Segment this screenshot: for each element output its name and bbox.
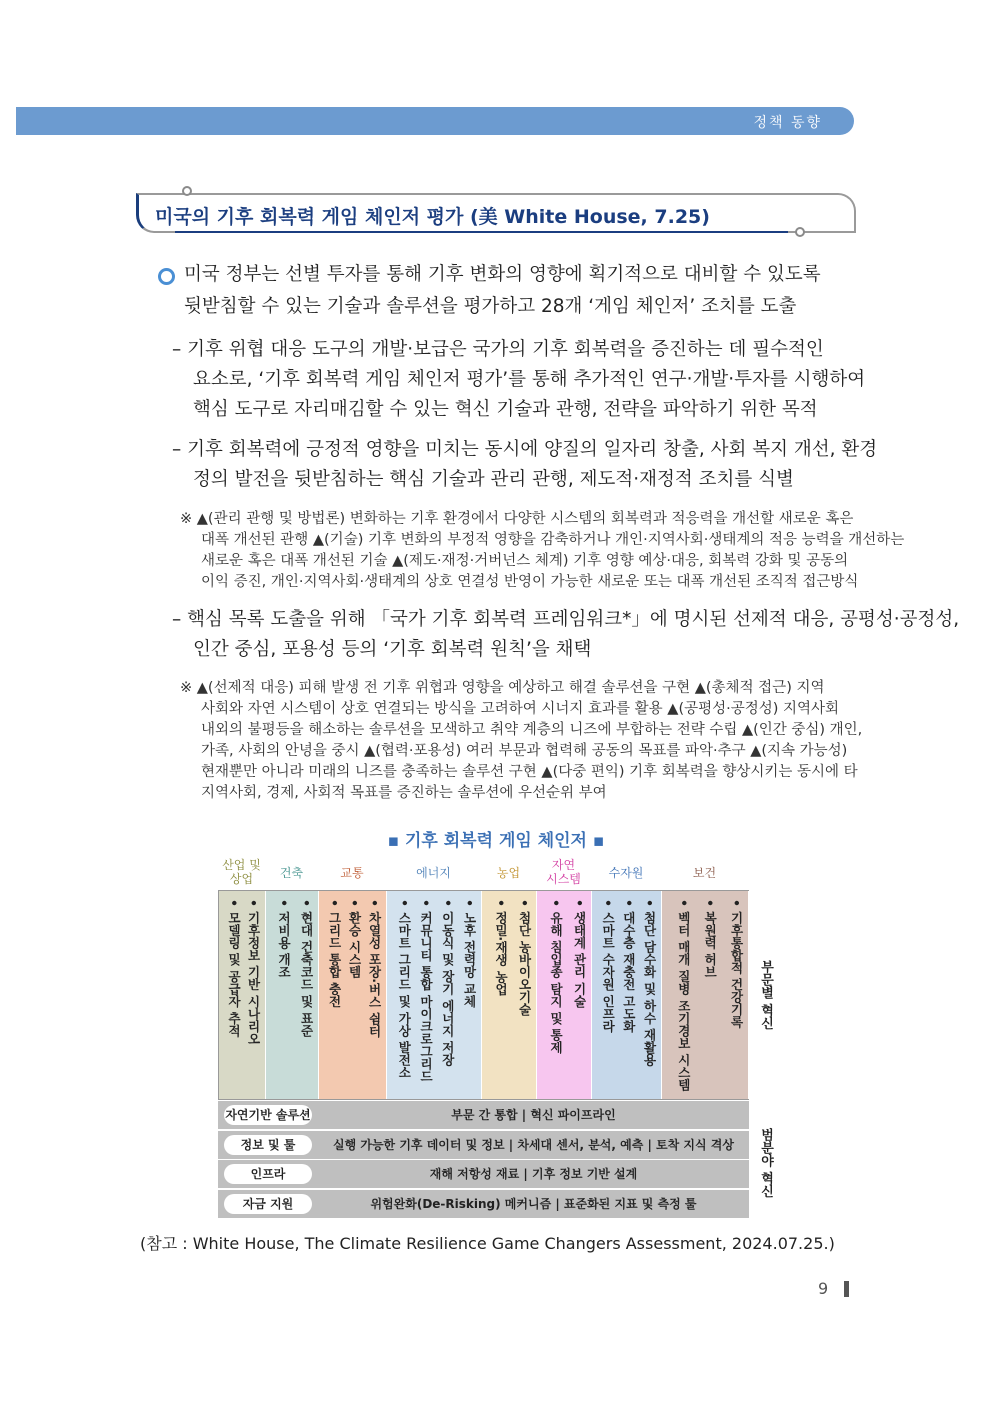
figure-title: ▪ 기후 회복력 게임 체인저 ▪	[387, 831, 605, 851]
sector-item: • 환승 시스템	[347, 899, 362, 979]
page-title: 미국의 기후 회복력 게임 체인저 평가 (美 White House, 7.25)	[155, 206, 710, 228]
cross-row	[218, 1100, 749, 1129]
sector-item: • 스마트 수자원 인프라	[600, 899, 616, 1033]
cross-row-value: 위험완화(De-Risking) 메커니즘 | 표준화된 지표 및 측정 툴	[370, 1196, 697, 1211]
sector-item: • 커뮤니티 통합 마이크로그리드	[418, 899, 434, 1083]
note-2-line-6: 지역사회, 경제, 사회적 목표를 증진하는 솔루션에 우선순위 부여	[201, 785, 607, 801]
title-underline	[175, 231, 788, 233]
sector-column	[319, 891, 387, 1099]
sector-header: 건축	[279, 866, 304, 880]
sector-item: • 저비용 개조	[276, 899, 292, 979]
sector-item: • 이동식 및 장기 에너지 저장	[440, 899, 456, 1067]
dash-2-line-2: 정의 발전을 뒷받침하는 핵심 기술과 관리 관행, 제도적·재정적 조치를 식별	[193, 469, 794, 490]
sector-item: • 현대 건축코드 및 표준	[299, 899, 314, 1037]
sector-item: • 첨단 담수화 및 하수 재활용	[642, 899, 657, 1067]
note-1-line-4: 이익 증진, 개인·지역사회·생태계의 상호 연결성 반영이 가능한 새로운 또는 대폭 개선된 조직적 접근방식	[201, 574, 859, 590]
sector-header: 에너지	[416, 866, 451, 880]
dash-3-line-2: 인간 중심, 포용성 등의 ‘기후 회복력 원칙’을 채택	[193, 639, 592, 660]
cross-row-label: 정보 및 툴	[224, 1135, 312, 1155]
sector-header: 자연 시스템	[546, 858, 581, 886]
reference: (참고 : White House, The Climate Resilience Game Changers Assessment, 2024.07.25.)	[140, 1234, 835, 1253]
note-2-line-5: 현재뿐만 아니라 미래의 니즈를 충족하는 솔루션 구현 ▲(다중 편익) 기후 회복력을 향상시키는 동시에 타	[201, 764, 858, 780]
intro-line-1: 미국 정부는 선별 투자를 통해 기후 변화의 영향에 획기적으로 대비할 수 있도록	[184, 264, 821, 285]
cross-row	[218, 1189, 749, 1218]
cross-row-label: 자연기반 솔루션	[224, 1105, 312, 1125]
sector-grid	[218, 890, 749, 1100]
sector-header: 수자원	[608, 866, 644, 880]
sector-item: • 생태계 관리 기술	[572, 899, 587, 1008]
sector-column	[592, 891, 662, 1099]
side-label-top: 부문별 혁신	[758, 960, 773, 1030]
dash-1-line-1: – 기후 위협 대응 도구의 개발·보급은 국가의 기후 회복력을 증진하는 데 필수적인	[172, 339, 824, 360]
sector-item: • 정밀·재생 농업	[493, 899, 509, 996]
cross-row-value: 부문 간 통합 | 혁신 파이프라인	[451, 1108, 616, 1122]
sector-item: • 기후통합적 건강기록	[729, 899, 744, 1029]
side-label-bottom: 범분야 혁신	[758, 1128, 773, 1198]
sector-item: • 기후정보 기반 시나리오	[246, 899, 261, 1046]
sector-item: • 그리드 통합 충전	[327, 899, 342, 1008]
sector-item: • 유해 침입종 탐지 및 통제	[548, 899, 564, 1054]
note-2-line-3: 내외의 불평등을 해소하는 솔루션을 모색하고 취약 계층의 니즈에 부합하는 전략 수립 ▲(인간 중심) 개인,	[201, 722, 863, 738]
dash-3-line-1: – 핵심 목록 도출을 위해 「국가 기후 회복력 프레임워크*」에 명시된 선제적 대응, 공평성·공정성,	[172, 609, 960, 630]
page-marker	[844, 1281, 849, 1297]
sector-column	[387, 891, 482, 1099]
dash-1-line-3: 핵심 도구로 자리매김할 수 있는 혁신 기술과 관행, 전략을 파악하기 위한 목적	[193, 399, 818, 420]
note-2-line-2: 사회와 자연 시스템이 상호 연결되는 방식을 고려하여 시너지 효과를 활용 ▲(공평성·공정성) 지역사회	[201, 701, 840, 717]
note-1-line-2: 대폭 개선된 관행 ▲(기술) 기후 변화의 부정적 영향을 감축하거나 개인·지역사회·생태계의 적응 능력을 개선하는	[201, 532, 905, 548]
sector-header: 산업 및 상업	[222, 858, 261, 886]
sector-column	[219, 891, 266, 1099]
sector-item: • 모델링 및 공급자 추적	[226, 899, 242, 1037]
note-1-line-3: 새로운 혹은 대폭 개선된 기술 ▲(제도·재정·거버넌스 체계) 기후 영향 예상·대응, 회복력 강화 및 공동의	[201, 553, 849, 569]
sector-column	[662, 891, 749, 1099]
sector-item: • 대수층 재충전 고도화	[621, 899, 637, 1033]
circle-bullet-icon	[158, 268, 175, 285]
note-2-line-4: 가족, 사회의 안녕을 중시 ▲(협력·포용성) 여러 부문과 협력해 공동의 목표를 파악·추구 ▲(지속 가능성)	[201, 743, 848, 759]
sector-item: • 차열성 포장·버스 쉼터	[367, 899, 382, 1038]
sector-item: • 복원력 허브	[702, 899, 718, 979]
sector-header: 보건	[692, 866, 717, 880]
cross-row-value: 실행 가능한 기후 데이터 및 정보 | 차세대 센서, 분석, 예측 | 토착 지식 격상	[333, 1137, 734, 1152]
intro-line-2: 뒷받침할 수 있는 기술과 솔루션을 평가하고 28개 ‘게임 체인저’ 조치를 도출	[184, 296, 797, 317]
title-box	[136, 193, 856, 233]
sector-item: • 노후 전력망 교체	[462, 899, 477, 1008]
title-dot-top	[182, 186, 192, 196]
page-number: 9	[818, 1279, 829, 1298]
sector-column	[482, 891, 537, 1099]
title-dot-bottom	[795, 227, 805, 237]
cross-row-value: 재해 저항성 재료 | 기후 정보 기반 설계	[429, 1167, 638, 1181]
cross-row	[218, 1159, 749, 1188]
sector-item: • 스마트 그리드 및 가상 발전소	[396, 899, 412, 1079]
sector-column	[537, 891, 592, 1099]
note-2-line-1: ※ ▲(선제적 대응) 피해 발생 전 기후 위협과 영향을 예상하고 해결 솔루션을 구현 ▲(총체적 접근) 지역	[180, 680, 825, 696]
cross-row	[218, 1130, 749, 1159]
sector-header: 농업	[496, 866, 521, 880]
sector-item: • 벡터 매개 질병 조기경보 시스템	[676, 899, 692, 1092]
cross-row-label: 인프라	[224, 1164, 312, 1184]
sector-column	[266, 891, 319, 1099]
dash-2-line-1: – 기후 회복력에 긍정적 영향을 미치는 동시에 양질의 일자리 창출, 사회 복지 개선, 환경	[172, 439, 878, 460]
cross-row-label: 자금 지원	[224, 1194, 312, 1214]
section-label: 정책 동향	[753, 115, 822, 131]
dash-1-line-2: 요소로, ‘기후 회복력 게임 체인저 평가’를 통해 추가적인 연구·개발·투자를 시행하여	[193, 369, 866, 390]
sector-header: 교통	[340, 866, 364, 880]
sector-item: • 첨단 농바이오기술	[517, 899, 532, 1016]
header-bar	[16, 107, 854, 135]
note-1-line-1: ※ ▲(관리 관행 및 방법론) 변화하는 기후 환경에서 다양한 시스템의 회복력과 적응력을 개선할 새로운 혹은	[180, 511, 854, 527]
